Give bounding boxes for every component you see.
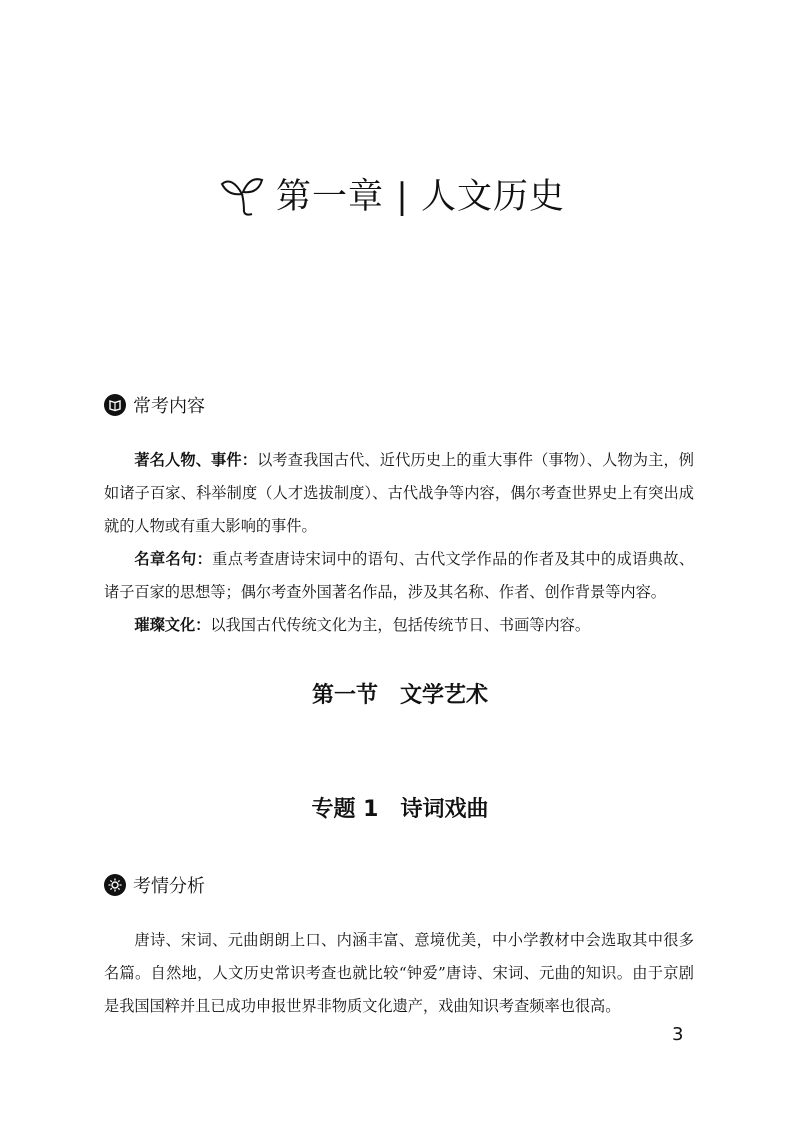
- paragraph-text: 以考查我国古代、近代历史上的重大事件（事物）、人物为主，例如诸子百家、科举制度（人才选拔制度）、古代战争等内容，偶尔考查世界史上有突出成就的人物或有重大影响的事件。: [104, 451, 694, 535]
- paragraph-text: 以我国古代传统文化为主，包括传统节日、书画等内容。: [210, 616, 591, 634]
- regular-content-title: 常考内容: [133, 396, 205, 417]
- analysis-paragraph: 唐诗、宋词、元曲朗朗上口、内涵丰富、意境优美，中小学教材中会选取其中很多名篇。自然地，人文历史常识考查也就比较“钟爱”唐诗、宋词、元曲的知识。由于京剧是我国国粹并且已成功申报世界非物质文化遗产，戏曲知识考查频率也很高。: [104, 931, 694, 1015]
- chapter-title: 第一章 | 人文历史: [276, 177, 566, 217]
- regular-content-heading: [104, 392, 205, 418]
- book-icon: [104, 394, 126, 416]
- paragraph-famous-people: [104, 444, 694, 543]
- paragraph-famous-works: [104, 543, 694, 609]
- lightbulb-icon: [104, 874, 126, 896]
- chapter-heading: [218, 168, 565, 220]
- page-number: 3: [672, 1024, 684, 1045]
- paragraph-culture: [104, 609, 694, 642]
- paragraph-lead: 著名人物、事件：: [134, 451, 258, 469]
- paragraph-text: 重点考查唐诗宋词中的语句、古代文学作品的作者及其中的成语典故、诸子百家的思想等；偶尔考查外国著名作品，涉及其名称、作者、创作背景等内容。: [104, 550, 695, 601]
- paragraph-lead: 璀璨文化：: [134, 616, 211, 634]
- section-title: 第一节 文学艺术: [311, 683, 488, 708]
- paragraph-lead: 名章名句：: [134, 550, 213, 568]
- sprout-icon: [218, 168, 270, 220]
- analysis-heading: [104, 872, 205, 898]
- topic-title: 专题 1 诗词戏曲: [311, 797, 489, 822]
- analysis-title: 考情分析: [133, 876, 205, 897]
